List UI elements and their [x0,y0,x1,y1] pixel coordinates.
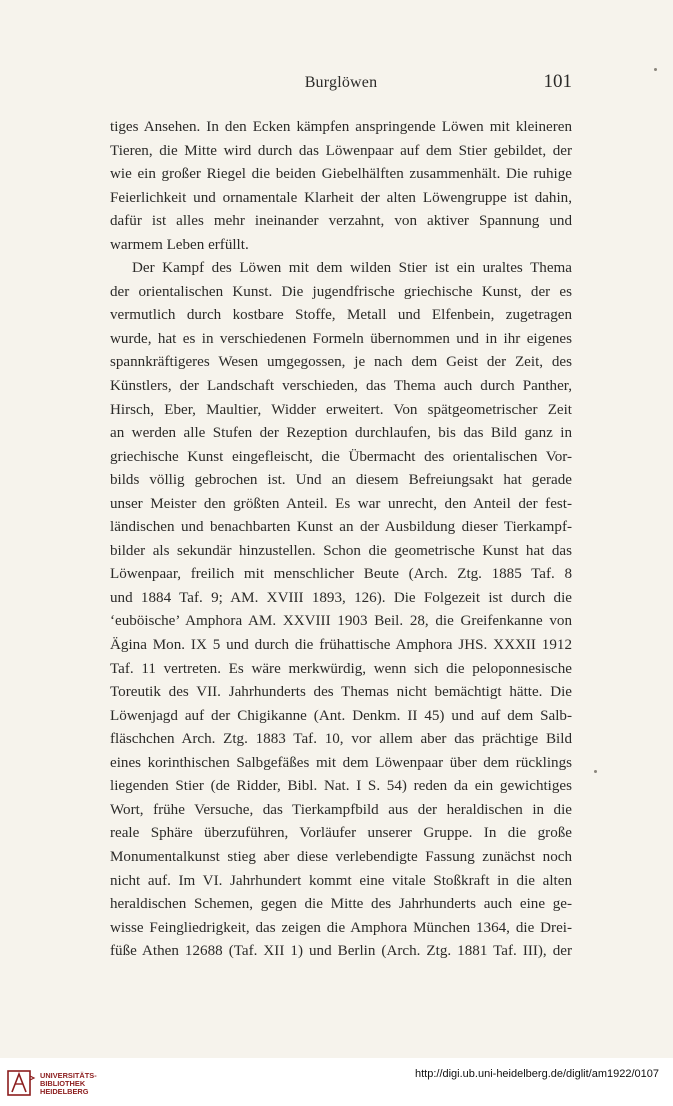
logo-line: BIBLIOTHEK [40,1079,86,1088]
text-line: und 1884 Taf. 9; AM. XVIII 1893, 126). Die Folgezeit ist durch die [110,589,572,606]
text-line: Löwenpaar, freilich mit menschlicher Beute (Arch. Ztg. 1885 Taf. 8 [110,566,572,583]
text-line: wurde, hat es in verschiedenen Formeln übernommen und in ihr eigenes [110,330,572,347]
library-logo[interactable] [6,1066,116,1102]
text-line: griechische Kunst eingefleischt, die Übermacht des orientalischen Vor- [110,448,572,465]
text-line: spannkräftigeres Wesen umgegossen, je nach dem Geist der Zeit, des [110,354,572,371]
text-line: fläschchen Arch. Ztg. 1883 Taf. 10, vor allem aber das prächtige Bild [110,731,572,748]
text-line: eines korinthischen Salbgefäßes mit dem Löwenpaar über dem rücklings [110,754,572,771]
text-line: Ägina Mon. IX 5 und durch die frühattische Amphora JHS. XXXII 1912 [110,637,572,654]
text-line: wie ein großer Riegel die beiden Giebelhälften zusammenhält. Die ruhige [110,166,572,183]
text-line: liegenden Stier (de Ridder, Bibl. Nat. I S. 54) reden da ein gewichtiges [110,778,572,795]
text-line: an werden alle Stufen der Rezeption durchlaufen, bis das Bild ganz in [110,425,572,442]
text-line: heraldischen Schemen, gegen die Mitte des Jahrhunderts auch eine ge- [110,896,572,913]
text-line: unser Meister den größten Anteil. Es war unrecht, den Anteil der fest- [110,495,572,512]
library-name [40,1072,97,1096]
library-seal-icon [6,1068,36,1098]
text-line: Der Kampf des Löwen mit dem wilden Stier ist ein uraltes Thema [132,260,572,277]
text-line: der orientalischen Kunst. Die jugendfrische griechische Kunst, der es [110,283,572,300]
text-line: wisse Feingliedrigkeit, das zeigen die Amphora München 1364, die Drei- [110,919,572,936]
text-line: reale Sphäre überzuführen, Vorläufer unserer Gruppe. In die große [110,825,572,842]
text-line: ländischen und benachbarten Kunst an der Ausbildung dieser Tierkampf- [110,519,572,536]
text-line: dafür ist alles mehr ineinander verzahnt, von aktiver Spannung und [110,213,572,230]
body-text [110,116,572,964]
margin-speck [654,68,657,71]
text-line: Löwenjagd auf der Chigikanne (Ant. Denkm. II 45) und auf dem Salb- [110,707,572,724]
text-line: bilds völlig gebrochen ist. Und an diesem Befreiungsakt hat gerade [110,472,572,489]
text-line: Toreutik des VII. Jahrhunderts des Themas nicht bemächtigt hätte. Die [110,684,572,701]
text-line: Tieren, die Mitte wird durch das Löwenpaar auf dem Stier gebildet, der [110,142,572,159]
text-line: Taf. 11 vertreten. Es wäre merkwürdig, wenn sich die peloponnesische [110,660,572,677]
text-line: vermutlich durch kostbare Stoffe, Metall und Elfenbein, zugetragen [110,307,572,324]
margin-speck [594,770,597,773]
page-header [110,71,572,98]
digitization-footer [0,1058,673,1106]
text-line: nicht auf. Im VI. Jahrhundert kommt eine vitale Stoßkraft in die alten [110,872,572,889]
text-line: warmem Leben erfüllt. [110,236,249,253]
text-line: Monumentalkunst stieg aber diese verlebendigte Fassung zunächst noch [110,848,572,865]
source-url-link[interactable]: http://digi.ub.uni-heidelberg.de/diglit/am1922/0107 [414,1068,659,1080]
text-line: Feierlichkeit und ornamentale Klarheit der alten Löwengruppe ist dahin, [110,189,572,206]
page-number: 101 [543,71,572,92]
running-title: Burglöwen [304,74,378,91]
text-line: bilder als sekundär hinzustellen. Schon die geometrische Kunst hat das [110,542,572,559]
text-line: füße Athen 12688 (Taf. XII 1) und Berlin (Arch. Ztg. 1881 Taf. III), der [110,943,572,960]
text-line: ‘euböische’ Amphora AM. XXVIII 1903 Beil. 28, die Greifenkanne von [110,613,572,630]
text-line: Hirsch, Eber, Maultier, Widder erweitert. Von spätgeometrischer Zeit [110,401,572,418]
text-line: Künstlers, der Landschaft verschieden, das Thema auch durch Panther, [110,378,572,395]
text-line: tiges Ansehen. In den Ecken kämpfen anspringende Löwen mit kleineren [110,119,572,135]
text-line: Wort, frühe Versuche, das Tierkampfbild aus der heraldischen in die [110,801,572,818]
logo-line: UNIVERSITÄTS- [40,1071,97,1080]
logo-line: HEIDELBERG [40,1087,89,1096]
